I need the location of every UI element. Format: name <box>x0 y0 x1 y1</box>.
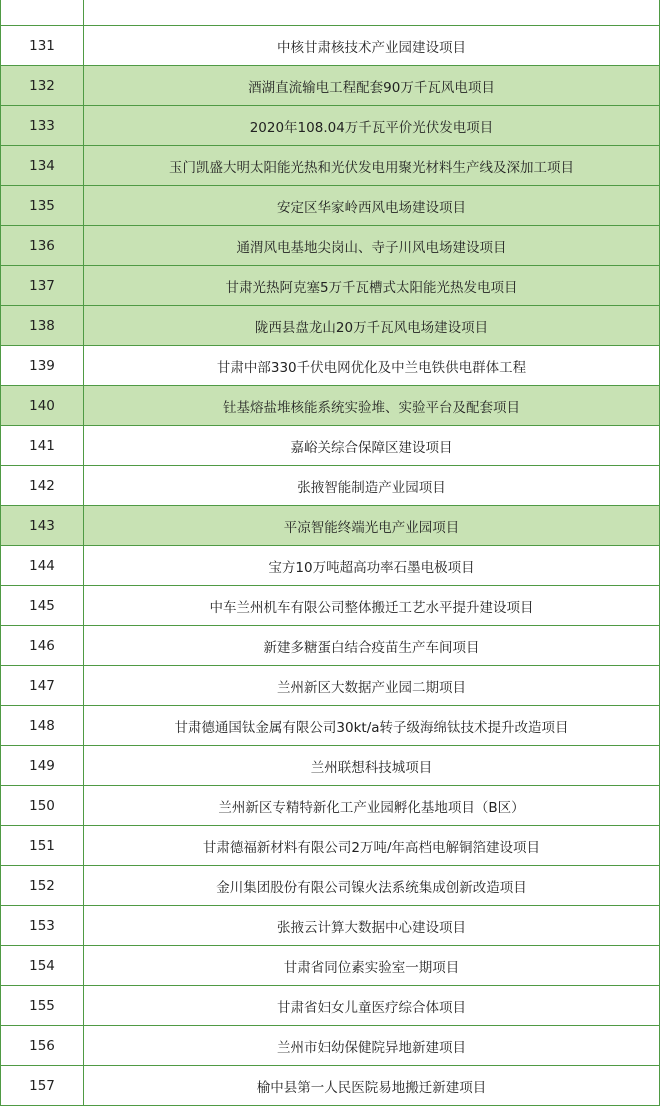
table-row <box>1 626 660 666</box>
table-row <box>1 146 660 186</box>
table-row <box>1 226 660 266</box>
row-number-cell <box>1 0 84 26</box>
project-name-cell: 玉门凯盛大明太阳能光热和光伏发电用聚光材料生产线及深加工项目 <box>84 146 660 186</box>
row-number-cell: 133 <box>1 106 84 146</box>
table-row <box>1 0 660 26</box>
row-number-cell: 153 <box>1 906 84 946</box>
project-name-cell: 陇西县盘龙山20万千瓦风电场建设项目 <box>84 306 660 346</box>
project-name-cell: 嘉峪关综合保障区建设项目 <box>84 426 660 466</box>
project-name-cell: 甘肃中部330千伏电网优化及中兰电铁供电群体工程 <box>84 346 660 386</box>
project-name-cell: 甘肃省同位素实验室一期项目 <box>84 946 660 986</box>
table-row <box>1 386 660 426</box>
project-name-cell: 宝方10万吨超高功率石墨电极项目 <box>84 546 660 586</box>
row-number-cell: 146 <box>1 626 84 666</box>
row-number-cell: 132 <box>1 66 84 106</box>
project-name-cell: 酒湖直流输电工程配套90万千瓦风电项目 <box>84 66 660 106</box>
project-name-cell: 中核甘肃核技术产业园建设项目 <box>84 26 660 66</box>
project-name-cell: 2020年108.04万千瓦平价光伏发电项目 <box>84 106 660 146</box>
project-name-cell: 兰州新区专精特新化工产业园孵化基地项目（B区） <box>84 786 660 826</box>
table-row <box>1 306 660 346</box>
table-row <box>1 666 660 706</box>
row-number-cell: 149 <box>1 746 84 786</box>
row-number-cell: 134 <box>1 146 84 186</box>
project-name-cell: 兰州市妇幼保健院异地新建项目 <box>84 1026 660 1066</box>
row-number-cell: 150 <box>1 786 84 826</box>
project-name-cell: 甘肃光热阿克塞5万千瓦槽式太阳能光热发电项目 <box>84 266 660 306</box>
row-number-cell: 152 <box>1 866 84 906</box>
table-row <box>1 466 660 506</box>
project-name-cell: 张掖云计算大数据中心建设项目 <box>84 906 660 946</box>
project-table-body <box>1 0 660 1106</box>
table-row <box>1 906 660 946</box>
project-name-cell: 平凉智能终端光电产业园项目 <box>84 506 660 546</box>
project-name-cell: 张掖智能制造产业园项目 <box>84 466 660 506</box>
table-row <box>1 1026 660 1066</box>
table-row <box>1 986 660 1026</box>
project-name-cell: 兰州联想科技城项目 <box>84 746 660 786</box>
table-row <box>1 186 660 226</box>
project-name-cell <box>84 0 660 26</box>
table-row <box>1 946 660 986</box>
table-row <box>1 586 660 626</box>
table-row <box>1 426 660 466</box>
project-name-cell: 甘肃德通国钛金属有限公司30kt/a转子级海绵钛技术提升改造项目 <box>84 706 660 746</box>
row-number-cell: 136 <box>1 226 84 266</box>
row-number-cell: 155 <box>1 986 84 1026</box>
row-number-cell: 138 <box>1 306 84 346</box>
table-row <box>1 66 660 106</box>
row-number-cell: 135 <box>1 186 84 226</box>
row-number-cell: 142 <box>1 466 84 506</box>
row-number-cell: 157 <box>1 1066 84 1106</box>
project-name-cell: 中车兰州机车有限公司整体搬迁工艺水平提升建设项目 <box>84 586 660 626</box>
row-number-cell: 143 <box>1 506 84 546</box>
table-row <box>1 266 660 306</box>
row-number-cell: 131 <box>1 26 84 66</box>
project-name-cell: 榆中县第一人民医院易地搬迁新建项目 <box>84 1066 660 1106</box>
project-name-cell: 通渭风电基地尖岗山、寺子川风电场建设项目 <box>84 226 660 266</box>
table-row <box>1 546 660 586</box>
project-name-cell: 甘肃德福新材料有限公司2万吨/年高档电解铜箔建设项目 <box>84 826 660 866</box>
row-number-cell: 151 <box>1 826 84 866</box>
row-number-cell: 144 <box>1 546 84 586</box>
row-number-cell: 141 <box>1 426 84 466</box>
row-number-cell: 145 <box>1 586 84 626</box>
table-row <box>1 506 660 546</box>
project-name-cell: 新建多糖蛋白结合疫苗生产车间项目 <box>84 626 660 666</box>
table-row <box>1 346 660 386</box>
row-number-cell: 140 <box>1 386 84 426</box>
table-row <box>1 106 660 146</box>
row-number-cell: 137 <box>1 266 84 306</box>
row-number-cell: 154 <box>1 946 84 986</box>
row-number-cell: 139 <box>1 346 84 386</box>
table-row <box>1 826 660 866</box>
table-row <box>1 786 660 826</box>
project-name-cell: 安定区华家岭西风电场建设项目 <box>84 186 660 226</box>
table-row <box>1 866 660 906</box>
table-row <box>1 1066 660 1106</box>
table-row <box>1 26 660 66</box>
table-row <box>1 706 660 746</box>
project-name-cell: 兰州新区大数据产业园二期项目 <box>84 666 660 706</box>
project-name-cell: 钍基熔盐堆核能系统实验堆、实验平台及配套项目 <box>84 386 660 426</box>
row-number-cell: 148 <box>1 706 84 746</box>
project-name-cell: 金川集团股份有限公司镍火法系统集成创新改造项目 <box>84 866 660 906</box>
row-number-cell: 147 <box>1 666 84 706</box>
project-name-cell: 甘肃省妇女儿童医疗综合体项目 <box>84 986 660 1026</box>
row-number-cell: 156 <box>1 1026 84 1066</box>
table-row <box>1 746 660 786</box>
